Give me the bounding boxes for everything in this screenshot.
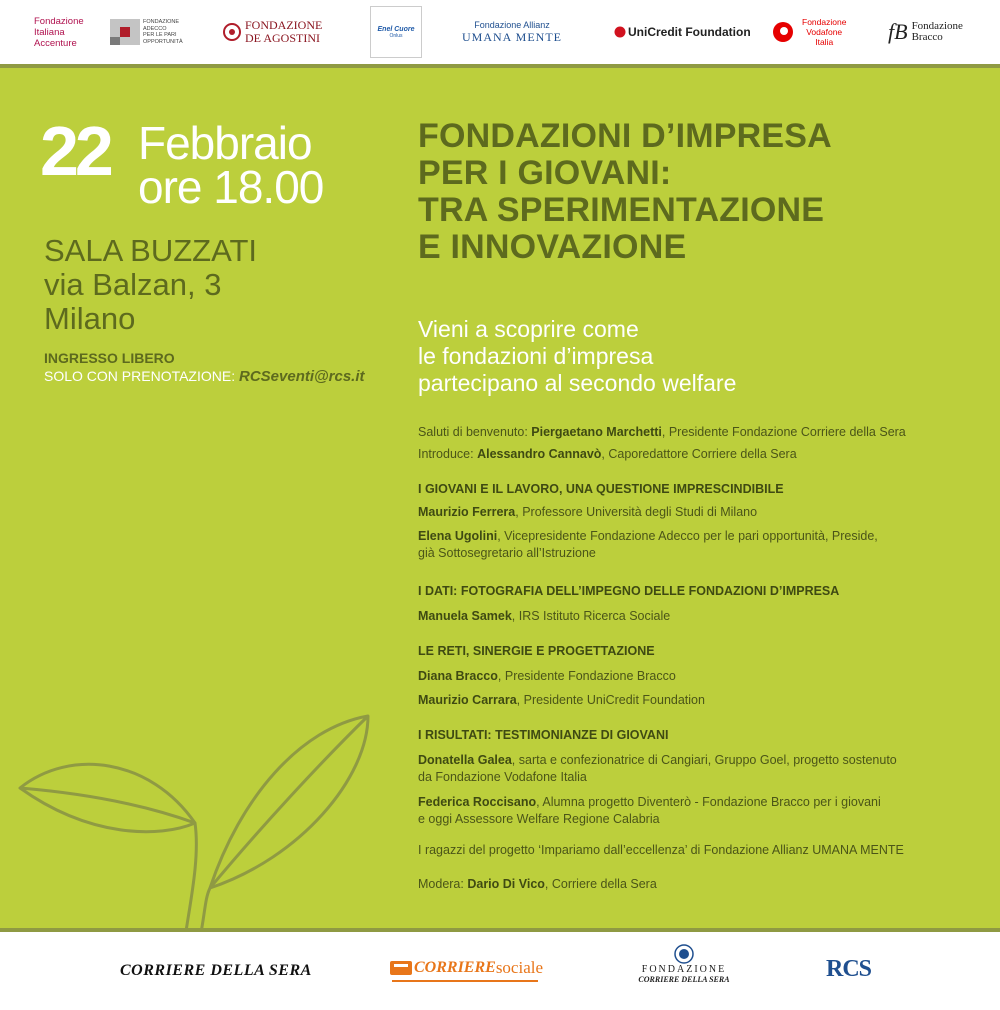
logo-text: Onlus: [389, 32, 403, 39]
leaf-illustration: [0, 688, 400, 932]
logo-text: FONDAZIONE: [245, 18, 323, 32]
program-speaker: [418, 752, 897, 786]
event-title: [418, 118, 832, 266]
speaker-role: , Corriere della Sera: [544, 877, 657, 891]
event-venue: [44, 234, 257, 336]
logo-text: ADECCO: [143, 25, 167, 32]
logo-text: FONDAZIONE: [143, 19, 180, 25]
logo-text: Fondazione: [911, 20, 963, 32]
speaker-role: e oggi Assessore Welfare Regione Calabria: [418, 812, 660, 826]
logo-text: UMANA MENTE: [462, 29, 562, 44]
speaker-name: Piergaetano Marchetti: [531, 425, 662, 439]
event-time: ore 18.00: [138, 161, 324, 213]
program-speaker: [418, 668, 676, 685]
logo-corriere: CORRIERE DELLA SERA: [120, 962, 312, 979]
fondazione-seal-icon: [674, 944, 694, 964]
logo-text: Italia: [815, 37, 834, 47]
sociale-icon: [390, 960, 412, 976]
venue-address: via Balzan, 3: [44, 267, 222, 302]
section-heading: I RISULTATI: TESTIMONIANZE DI GIOVANI: [418, 728, 669, 742]
speaker-role: , Caporedattore Corriere della Sera: [601, 447, 797, 461]
speaker-role: , Presidente Fondazione Bracco: [497, 669, 676, 683]
speaker-name: Donatella Galea: [418, 753, 512, 767]
logo-fondazione-corriere: [636, 944, 732, 984]
speaker-name: Federica Roccisano: [418, 795, 537, 809]
title-line: E INNOVAZIONE: [418, 228, 687, 266]
program-speaker: [418, 504, 757, 521]
logo-text: Fondazione: [34, 15, 84, 27]
unicredit-icon: [614, 26, 626, 38]
logo-text: DE AGOSTINI: [245, 31, 320, 45]
booking-label: SOLO CON PRENOTAZIONE:: [44, 368, 239, 384]
speaker-role: già Sottosegretario all’Istruzione: [418, 546, 596, 560]
logo-text: Italiana: [34, 26, 65, 38]
adecco-icon: [110, 19, 140, 45]
subtitle-line: Vieni a scoprire come: [418, 316, 639, 342]
section-heading: LE RETI, SINERGIE E PROGETTAZIONE: [418, 644, 655, 658]
speaker-role: , IRS Istituto Ricerca Sociale: [511, 609, 671, 623]
footer-logos: [0, 932, 1000, 1010]
venue-city: Milano: [44, 301, 136, 336]
logo-enelcuore: [370, 6, 422, 58]
program-speaker: [418, 794, 881, 828]
speaker-name: Dario Di Vico: [467, 877, 545, 891]
speaker-name: Alessandro Cannavò: [477, 447, 602, 461]
logo-vodafone: [772, 10, 846, 54]
speaker-name: Elena Ugolini: [418, 529, 498, 543]
entry-note: INGRESSO LIBERO: [44, 350, 175, 366]
speaker-role: , Presidente UniCredit Foundation: [516, 693, 705, 707]
logo-deagostini: [222, 10, 322, 54]
logo-bracco: [888, 10, 963, 54]
logo-text: Enel Cuore: [377, 25, 415, 33]
speaker-role: , sarta e confezionatrice di Cangiari, Gruppo Goel, progetto sostenuto: [511, 753, 897, 767]
event-day: 22: [40, 112, 110, 190]
program-label: Introduce:: [418, 447, 478, 461]
logo-text: OPPORTUNITÀ: [143, 38, 183, 45]
logo-text: PER LE PARI: [143, 32, 177, 38]
event-subtitle: [418, 316, 736, 397]
logo-text: CORRIERE DELLA SERA: [638, 975, 730, 984]
logo-text: Fondazione Allianz: [474, 19, 550, 30]
speaker-name: Manuela Samek: [418, 609, 512, 623]
logo-unicredit: [614, 10, 751, 54]
logo-accenture: [34, 10, 84, 54]
logo-text: Bracco: [911, 31, 943, 43]
logo-rcs: RCS: [826, 956, 872, 982]
program-label: Saluti di benvenuto:: [418, 425, 532, 439]
speaker-name: Diana Bracco: [418, 669, 498, 683]
booking-note: [44, 368, 365, 385]
logo-adecco: [110, 10, 183, 54]
venue-name: SALA BUZZATI: [44, 233, 258, 268]
speaker-name: Maurizio Carrara: [418, 693, 517, 707]
logo-allianz: [462, 10, 562, 54]
speaker-name: Maurizio Ferrera: [418, 505, 516, 519]
speaker-role: , Vicepresidente Fondazione Adecco per le pari opportunità, Preside,: [497, 529, 878, 543]
program-speaker: [418, 608, 670, 625]
speaker-role: , Alumna progetto Diventerò - Fondazione Bracco per i giovani: [536, 795, 881, 809]
logo-text: CORRIERE: [414, 959, 496, 976]
section-heading: I GIOVANI E IL LAVORO, UNA QUESTIONE IMPRESCINDIBILE: [418, 482, 784, 496]
logo-text: Fondazione: [802, 17, 847, 27]
title-line: FONDAZIONI D’IMPRESA: [418, 117, 832, 155]
sponsor-bar: [0, 0, 1000, 64]
logo-text: UniCredit Foundation: [628, 25, 751, 39]
program-speaker: [418, 528, 878, 562]
speaker-role: , Professore Università degli Studi di Milano: [515, 505, 758, 519]
title-line: PER I GIOVANI:: [418, 154, 672, 192]
subtitle-line: partecipano al secondo welfare: [418, 370, 737, 396]
booking-email-link[interactable]: RCSeventi@rcs.it: [239, 368, 365, 385]
main-panel: [0, 64, 1000, 932]
logo-text: FONDAZIONE: [641, 964, 727, 975]
title-line: TRA SPERIMENTAZIONE: [418, 191, 825, 229]
speaker-role: da Fondazione Vodafone Italia: [418, 770, 587, 784]
logo-text: fB: [888, 19, 908, 44]
logo-corriere-sociale: [390, 958, 543, 978]
program-saluti: [418, 424, 906, 441]
logo-text: Vodafone: [806, 27, 843, 37]
program-label: Modera:: [418, 877, 468, 891]
logo-text: sociale: [495, 958, 544, 977]
program-modera: [418, 876, 657, 893]
section-heading: I DATI: FOTOGRAFIA DELL’IMPEGNO DELLE FONDAZIONI D’IMPRESA: [418, 584, 840, 598]
program-speaker: [418, 692, 705, 709]
deagostini-icon: [222, 22, 242, 42]
program-ragazzi: I ragazzi del progetto ‘Impariamo dall’eccellenza’ di Fondazione Allianz UMANA MENTE: [418, 843, 904, 857]
event-month: Febbraio: [138, 117, 312, 169]
sociale-underline: [392, 980, 538, 982]
vodafone-icon: [772, 21, 794, 43]
subtitle-line: le fondazioni d’impresa: [418, 343, 654, 369]
logo-text: Accenture: [34, 37, 77, 49]
speaker-role: , Presidente Fondazione Corriere della Sera: [661, 425, 906, 439]
program-introduce: [418, 446, 797, 463]
